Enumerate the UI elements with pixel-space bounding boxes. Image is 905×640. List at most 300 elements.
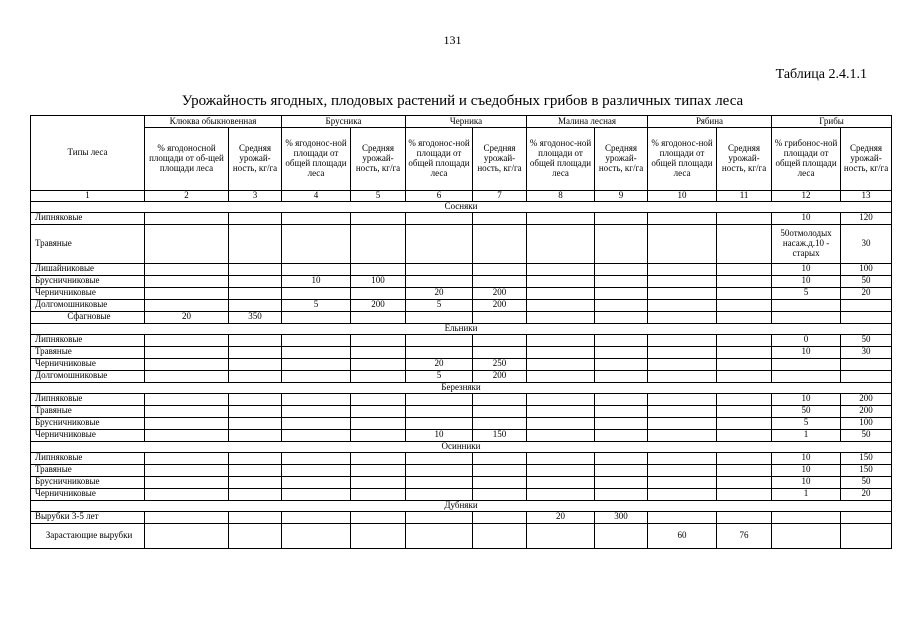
table-row <box>31 370 892 382</box>
value-cell <box>473 417 527 429</box>
value-cell: 50 <box>841 476 892 488</box>
value-cell <box>595 334 648 346</box>
value-cell: 0 <box>772 334 841 346</box>
value-cell <box>648 334 717 346</box>
value-cell <box>527 287 595 299</box>
value-cell <box>229 405 282 417</box>
value-cell <box>229 429 282 441</box>
value-cell <box>282 417 351 429</box>
value-cell <box>282 370 351 382</box>
value-cell <box>717 464 772 476</box>
header-forest-type: Типы леса <box>31 116 145 191</box>
value-cell: 60 <box>648 523 717 548</box>
value-cell <box>229 224 282 263</box>
value-cell: 10 <box>772 464 841 476</box>
forest-type-cell: Брусничниковые <box>31 476 145 488</box>
forest-type-cell: Липняковые <box>31 212 145 224</box>
value-cell <box>351 212 406 224</box>
forest-type-cell: Черничниковые <box>31 287 145 299</box>
column-number-row <box>31 191 892 202</box>
value-cell <box>772 358 841 370</box>
value-cell <box>648 417 717 429</box>
value-cell <box>527 393 595 405</box>
forest-type-cell: Брусничниковые <box>31 417 145 429</box>
section-title: Осинники <box>31 441 892 452</box>
value-cell <box>351 429 406 441</box>
value-cell <box>229 299 282 311</box>
value-cell: 76 <box>717 523 772 548</box>
value-cell <box>717 263 772 275</box>
column-number: 5 <box>351 191 406 202</box>
header-sub-cell: Средняя урожай-ность, кг/га <box>595 128 648 191</box>
value-cell <box>473 263 527 275</box>
value-cell <box>282 346 351 358</box>
table-row <box>31 358 892 370</box>
value-cell: 10 <box>772 452 841 464</box>
header-group-rowan: Рябина <box>648 116 772 128</box>
value-cell <box>351 405 406 417</box>
value-cell <box>648 263 717 275</box>
value-cell <box>717 511 772 523</box>
value-cell <box>145 464 229 476</box>
value-cell <box>282 212 351 224</box>
table-header <box>31 116 892 202</box>
value-cell <box>595 263 648 275</box>
forest-type-cell: Лишайниковые <box>31 263 145 275</box>
value-cell <box>772 299 841 311</box>
value-cell <box>648 358 717 370</box>
value-cell: 200 <box>473 287 527 299</box>
value-cell <box>351 358 406 370</box>
forest-type-cell: Травяные <box>31 224 145 263</box>
value-cell <box>282 358 351 370</box>
value-cell <box>145 299 229 311</box>
header-sub-cell: % ягодонос-ной площади от общей площади леса <box>282 128 351 191</box>
value-cell <box>717 476 772 488</box>
table-row <box>31 263 892 275</box>
value-cell <box>595 429 648 441</box>
value-cell <box>473 511 527 523</box>
value-cell <box>229 334 282 346</box>
value-cell <box>351 346 406 358</box>
value-cell <box>406 511 473 523</box>
value-cell <box>595 346 648 358</box>
value-cell <box>595 299 648 311</box>
value-cell <box>648 346 717 358</box>
value-cell: 20 <box>527 511 595 523</box>
column-number: 4 <box>282 191 351 202</box>
header-group-blueberry: Черника <box>406 116 527 128</box>
value-cell: 10 <box>772 476 841 488</box>
value-cell <box>282 488 351 500</box>
section-title: Дубняки <box>31 500 892 511</box>
forest-type-cell: Липняковые <box>31 452 145 464</box>
header-group-cranberry: Клюква обыкновенная <box>145 116 282 128</box>
value-cell: 20 <box>145 311 229 323</box>
table-row <box>31 299 892 311</box>
value-cell <box>648 224 717 263</box>
value-cell: 20 <box>841 287 892 299</box>
value-cell <box>145 370 229 382</box>
value-cell <box>473 488 527 500</box>
value-cell <box>145 429 229 441</box>
value-cell <box>717 393 772 405</box>
value-cell <box>473 275 527 287</box>
section-title: Сосняки <box>31 201 892 212</box>
value-cell <box>145 224 229 263</box>
value-cell <box>282 287 351 299</box>
value-cell <box>351 511 406 523</box>
value-cell: 20 <box>841 488 892 500</box>
value-cell <box>648 370 717 382</box>
value-cell <box>648 476 717 488</box>
column-number: 13 <box>841 191 892 202</box>
value-cell: 30 <box>841 346 892 358</box>
value-cell <box>527 311 595 323</box>
value-cell: 200 <box>351 299 406 311</box>
value-cell <box>145 511 229 523</box>
section-title: Ельники <box>31 323 892 334</box>
value-cell: 10 <box>772 275 841 287</box>
value-cell: 5 <box>772 287 841 299</box>
forest-type-cell: Сфагновые <box>31 311 145 323</box>
value-cell <box>351 464 406 476</box>
value-cell <box>145 417 229 429</box>
value-cell <box>282 224 351 263</box>
value-cell <box>473 523 527 548</box>
value-cell: 5 <box>772 417 841 429</box>
value-cell <box>351 393 406 405</box>
value-cell <box>717 429 772 441</box>
forest-type-cell: Травяные <box>31 464 145 476</box>
table-row <box>31 452 892 464</box>
header-sub-cell: % грибонос-ной площади от общей площади леса <box>772 128 841 191</box>
value-cell <box>229 452 282 464</box>
table-title: Урожайность ягодных, плодовых растений и съедобных грибов в различных типах леса <box>181 93 744 109</box>
value-cell <box>282 464 351 476</box>
value-cell <box>595 311 648 323</box>
value-cell <box>648 299 717 311</box>
value-cell: 120 <box>841 212 892 224</box>
table-row <box>31 212 892 224</box>
column-number: 2 <box>145 191 229 202</box>
forest-type-cell: Травяные <box>31 346 145 358</box>
value-cell <box>351 287 406 299</box>
value-cell <box>145 405 229 417</box>
table-row <box>31 311 892 323</box>
value-cell <box>406 275 473 287</box>
header-sub-cell: Средняя урожай-ность, кг/га <box>717 128 772 191</box>
value-cell <box>282 334 351 346</box>
table-row <box>31 275 892 287</box>
table-row <box>31 476 892 488</box>
header-sub-cell: % ягодонос-ной площади от общей площади леса <box>527 128 595 191</box>
value-cell: 10 <box>406 429 473 441</box>
table-row <box>31 224 892 263</box>
value-cell <box>351 263 406 275</box>
value-cell <box>473 224 527 263</box>
value-cell <box>527 299 595 311</box>
value-cell <box>229 263 282 275</box>
value-cell: 350 <box>229 311 282 323</box>
value-cell <box>648 311 717 323</box>
value-cell <box>648 488 717 500</box>
value-cell <box>527 405 595 417</box>
value-cell <box>406 452 473 464</box>
value-cell <box>648 452 717 464</box>
value-cell <box>595 464 648 476</box>
table-row <box>31 488 892 500</box>
yield-table <box>30 115 892 549</box>
value-cell <box>145 358 229 370</box>
value-cell <box>841 311 892 323</box>
column-number: 11 <box>717 191 772 202</box>
value-cell <box>406 224 473 263</box>
value-cell <box>595 212 648 224</box>
value-cell <box>648 393 717 405</box>
value-cell <box>351 488 406 500</box>
value-cell <box>717 212 772 224</box>
value-cell <box>406 212 473 224</box>
value-cell <box>229 476 282 488</box>
value-cell <box>406 488 473 500</box>
value-cell <box>772 311 841 323</box>
value-cell <box>648 275 717 287</box>
value-cell <box>717 405 772 417</box>
value-cell <box>282 511 351 523</box>
value-cell <box>595 393 648 405</box>
value-cell <box>841 370 892 382</box>
value-cell <box>717 417 772 429</box>
value-cell <box>229 488 282 500</box>
value-cell <box>527 358 595 370</box>
table-row <box>31 346 892 358</box>
value-cell: 20 <box>406 358 473 370</box>
value-cell <box>229 275 282 287</box>
table-row <box>31 523 892 548</box>
value-cell: 100 <box>841 263 892 275</box>
value-cell <box>145 263 229 275</box>
value-cell <box>145 393 229 405</box>
section-row <box>31 323 892 334</box>
table-row <box>31 287 892 299</box>
table-row <box>31 417 892 429</box>
value-cell <box>717 275 772 287</box>
header-sub-cell: Средняя урожай-ность, кг/га <box>473 128 527 191</box>
value-cell <box>772 370 841 382</box>
value-cell: 30 <box>841 224 892 263</box>
value-cell: 1 <box>772 488 841 500</box>
value-cell: 250 <box>473 358 527 370</box>
column-number: 7 <box>473 191 527 202</box>
value-cell <box>717 299 772 311</box>
value-cell <box>595 370 648 382</box>
value-cell <box>648 464 717 476</box>
value-cell <box>282 393 351 405</box>
value-cell <box>145 334 229 346</box>
forest-type-cell: Вырубки 3-5 лет <box>31 511 145 523</box>
value-cell <box>229 393 282 405</box>
value-cell <box>473 393 527 405</box>
section-row <box>31 500 892 511</box>
value-cell <box>841 523 892 548</box>
value-cell: 10 <box>772 212 841 224</box>
value-cell: 1 <box>772 429 841 441</box>
value-cell <box>648 287 717 299</box>
header-sub-cell: Средняя урожай-ность, кг/га <box>351 128 406 191</box>
section-row <box>31 201 892 212</box>
value-cell <box>351 311 406 323</box>
value-cell <box>717 224 772 263</box>
value-cell: 50 <box>772 405 841 417</box>
value-cell <box>351 224 406 263</box>
value-cell <box>145 275 229 287</box>
value-cell <box>648 511 717 523</box>
value-cell <box>351 417 406 429</box>
value-cell <box>717 370 772 382</box>
value-cell <box>406 346 473 358</box>
value-cell <box>229 417 282 429</box>
value-cell <box>406 334 473 346</box>
value-cell <box>145 452 229 464</box>
value-cell <box>717 358 772 370</box>
forest-type-cell: Липняковые <box>31 393 145 405</box>
column-number: 3 <box>229 191 282 202</box>
value-cell <box>595 417 648 429</box>
column-number: 9 <box>595 191 648 202</box>
value-cell <box>595 488 648 500</box>
value-cell: 200 <box>841 405 892 417</box>
value-cell <box>527 452 595 464</box>
value-cell <box>473 452 527 464</box>
value-cell <box>229 346 282 358</box>
value-cell <box>282 429 351 441</box>
value-cell: 150 <box>841 464 892 476</box>
value-cell <box>473 476 527 488</box>
table-row <box>31 334 892 346</box>
header-group-lingonberry: Брусника <box>282 116 406 128</box>
value-cell <box>841 358 892 370</box>
value-cell <box>527 488 595 500</box>
forest-type-cell: Черничниковые <box>31 488 145 500</box>
value-cell <box>527 429 595 441</box>
value-cell <box>282 263 351 275</box>
value-cell <box>527 212 595 224</box>
page-number: 131 <box>443 33 462 47</box>
value-cell: 5 <box>282 299 351 311</box>
column-number: 8 <box>527 191 595 202</box>
value-cell <box>717 311 772 323</box>
table-label: Таблица 2.4.1.1 <box>775 67 867 82</box>
value-cell <box>527 346 595 358</box>
table-row <box>31 464 892 476</box>
value-cell: 50отмолодых насаж.д.10 - старых <box>772 224 841 263</box>
value-cell <box>717 452 772 464</box>
value-cell <box>145 476 229 488</box>
value-cell <box>282 452 351 464</box>
value-cell <box>527 370 595 382</box>
column-number: 6 <box>406 191 473 202</box>
value-cell <box>145 488 229 500</box>
value-cell: 10 <box>772 263 841 275</box>
value-cell <box>527 334 595 346</box>
value-cell <box>648 429 717 441</box>
header-sub-cell: % ягодонос-ной площади от общей площади леса <box>648 128 717 191</box>
value-cell <box>717 346 772 358</box>
value-cell <box>473 334 527 346</box>
value-cell <box>406 417 473 429</box>
value-cell <box>145 287 229 299</box>
value-cell <box>406 523 473 548</box>
value-cell <box>527 476 595 488</box>
value-cell <box>406 405 473 417</box>
value-cell <box>351 523 406 548</box>
value-cell <box>229 511 282 523</box>
value-cell <box>595 287 648 299</box>
value-cell <box>717 488 772 500</box>
value-cell <box>406 311 473 323</box>
value-cell <box>473 405 527 417</box>
value-cell: 10 <box>772 393 841 405</box>
value-cell <box>772 523 841 548</box>
value-cell <box>595 476 648 488</box>
value-cell <box>527 417 595 429</box>
forest-type-cell: Зарастающие вырубки <box>31 523 145 548</box>
value-cell: 5 <box>406 299 473 311</box>
value-cell <box>351 476 406 488</box>
forest-type-cell: Долгомошниковые <box>31 370 145 382</box>
forest-type-cell: Долгомошниковые <box>31 299 145 311</box>
value-cell: 300 <box>595 511 648 523</box>
value-cell <box>527 224 595 263</box>
value-cell <box>841 511 892 523</box>
section-row <box>31 382 892 393</box>
value-cell <box>229 212 282 224</box>
value-cell <box>648 405 717 417</box>
value-cell <box>145 212 229 224</box>
forest-type-cell: Брусничниковые <box>31 275 145 287</box>
value-cell: 10 <box>772 346 841 358</box>
header-group-mushrooms: Грибы <box>772 116 892 128</box>
section-row <box>31 441 892 452</box>
column-number: 12 <box>772 191 841 202</box>
forest-type-cell: Травяные <box>31 405 145 417</box>
value-cell: 20 <box>406 287 473 299</box>
forest-type-cell: Черничниковые <box>31 429 145 441</box>
value-cell <box>406 476 473 488</box>
value-cell <box>717 334 772 346</box>
value-cell: 200 <box>473 299 527 311</box>
table-row <box>31 393 892 405</box>
value-cell <box>595 405 648 417</box>
value-cell: 150 <box>841 452 892 464</box>
value-cell <box>406 464 473 476</box>
forest-type-cell: Липняковые <box>31 334 145 346</box>
value-cell <box>282 311 351 323</box>
value-cell: 200 <box>473 370 527 382</box>
value-cell <box>473 311 527 323</box>
value-cell <box>527 275 595 287</box>
value-cell <box>473 464 527 476</box>
value-cell <box>229 464 282 476</box>
header-sub-cell: Средняя урожай-ность, кг/га <box>229 128 282 191</box>
value-cell <box>406 263 473 275</box>
value-cell: 50 <box>841 429 892 441</box>
forest-type-cell: Черничниковые <box>31 358 145 370</box>
value-cell <box>717 287 772 299</box>
value-cell: 100 <box>351 275 406 287</box>
value-cell <box>406 393 473 405</box>
